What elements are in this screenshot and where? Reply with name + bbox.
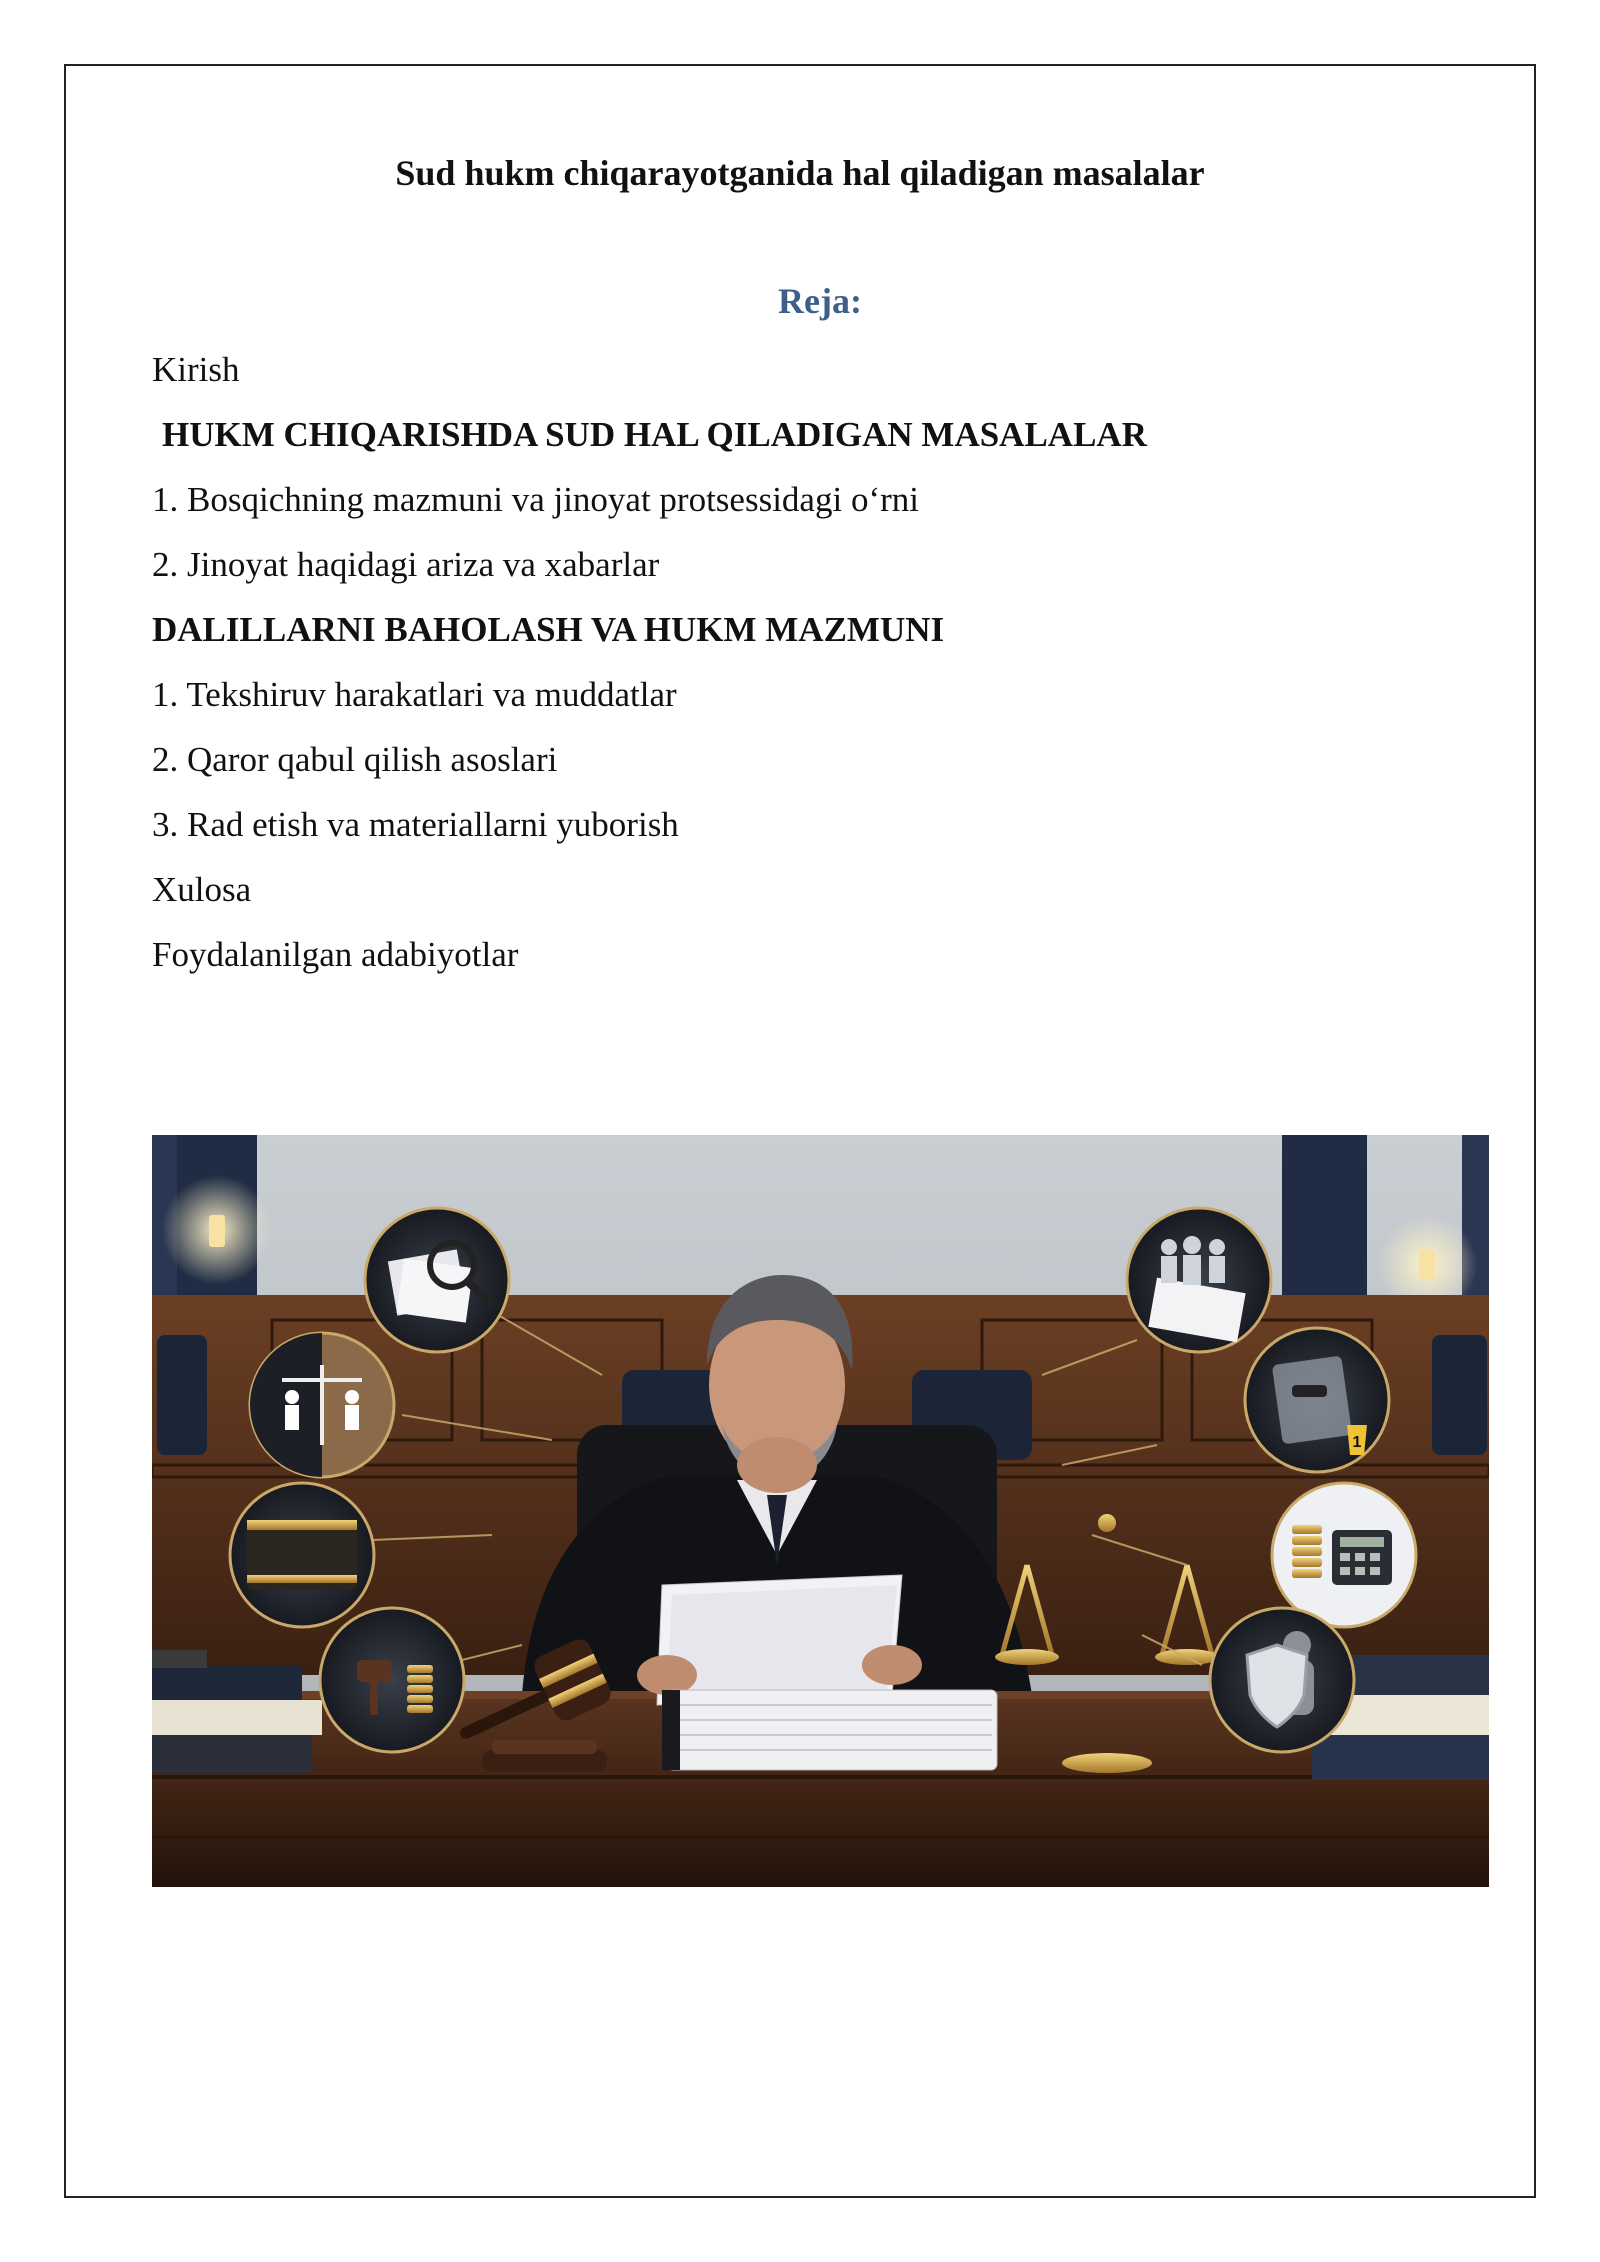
evidence-bag-icon — [1245, 1328, 1389, 1472]
courtroom-judge-illustration — [152, 1135, 1489, 1887]
toc-item: 3. Rad etish va materiallarni yuborish — [152, 805, 679, 844]
document-title: Sud hukm chiqarayotganida hal qiladigan masalalar — [395, 153, 1205, 193]
table-of-contents — [152, 342, 1452, 992]
gavel-coins-icon — [320, 1608, 464, 1752]
toc-item-conclusion: Xulosa — [152, 870, 252, 909]
toc-item-intro: Kirish — [152, 350, 240, 389]
coins-calculator-icon — [1272, 1483, 1416, 1627]
signing-group-icon — [1127, 1208, 1271, 1352]
toc-item: 1. Tekshiruv harakatlari va muddatlar — [152, 675, 677, 714]
toc-item: 1. Bosqichning mazmuni va jinoyat protsessidagi o‘rni — [152, 480, 919, 519]
law-book-icon — [230, 1483, 374, 1627]
evidence-marker-label: 1 — [1352, 1434, 1362, 1451]
plan-heading: Reja: — [778, 281, 862, 321]
magnifier-documents-icon — [365, 1208, 509, 1352]
balance-people-icon — [250, 1333, 394, 1477]
toc-section-heading-2: DALILLARNI BAHOLASH VA HUKM MAZMUNI — [152, 610, 945, 649]
toc-item: 2. Jinoyat haqidagi ariza va xabarlar — [152, 545, 660, 584]
shield-person-icon — [1210, 1608, 1354, 1752]
toc-item: 2. Qaror qabul qilish asoslari — [152, 740, 558, 779]
toc-section-heading-1: HUKM CHIQARISHDA SUD HAL QILADIGAN MASALALAR — [162, 415, 1147, 454]
toc-item-references: Foydalanilgan adabiyotlar — [152, 935, 519, 974]
